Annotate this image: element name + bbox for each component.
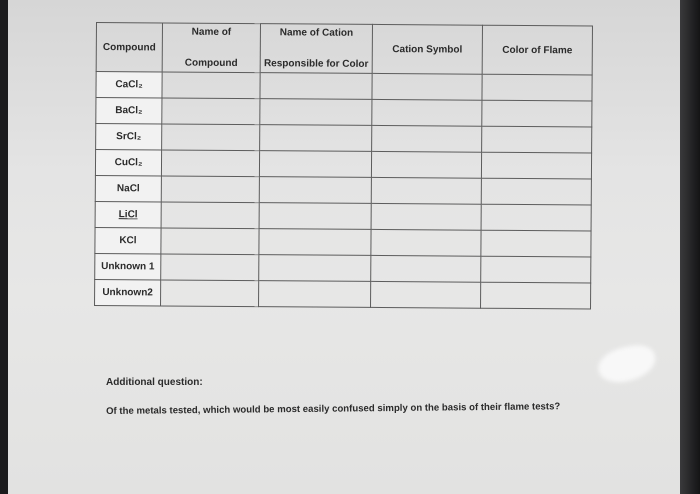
- compound-cell: BaCl₂: [96, 98, 162, 124]
- table-row: [95, 175, 591, 204]
- compound-name-blank: [162, 72, 260, 99]
- table-row: [96, 98, 592, 127]
- table-row: [95, 227, 591, 256]
- flame-color-blank: [481, 282, 591, 309]
- additional-question-text: Of the metals tested, which would be most easily confused simply on the basis of their flame tests?: [106, 401, 561, 417]
- header-name-of-cation: [260, 24, 372, 74]
- header-name-of-cation-line2: Responsible for Color: [263, 58, 369, 70]
- cation-symbol-blank: [372, 73, 482, 100]
- cation-symbol-blank: [371, 177, 481, 204]
- header-name-of-compound-line1: Name of: [191, 26, 232, 38]
- header-name-of-compound: [162, 23, 260, 73]
- compound-name-blank: [161, 150, 259, 177]
- compound-name-blank: [161, 176, 259, 203]
- compound-cell: Unknown 1: [95, 253, 161, 279]
- flame-color-blank: [482, 100, 592, 127]
- table-row: [95, 279, 591, 308]
- header-name-of-cation-line1: Name of Cation: [279, 27, 354, 39]
- header-compound: Compound: [96, 23, 162, 72]
- compound-cell: KCl: [95, 227, 161, 253]
- flame-color-blank: [482, 126, 592, 153]
- header-cation-symbol: Cation Symbol: [372, 24, 482, 74]
- table-row: [95, 150, 591, 179]
- cation-name-blank: [260, 73, 372, 100]
- cation-name-blank: [259, 203, 371, 230]
- cation-symbol-blank: [371, 203, 481, 230]
- compound-cell: SrCl₂: [96, 124, 162, 150]
- flame-color-blank: [481, 230, 591, 257]
- table-row: [96, 124, 592, 153]
- compound-name-blank: [161, 202, 259, 229]
- header-name-of-compound-line2: Compound: [184, 57, 238, 69]
- cation-symbol-blank: [371, 255, 481, 282]
- flame-test-table: [94, 22, 593, 309]
- compound-cell: CaCl₂: [96, 72, 162, 98]
- table-row: [96, 72, 592, 101]
- table-row: [95, 201, 591, 230]
- additional-question-title: Additional question:: [106, 377, 203, 388]
- compound-name-blank: [161, 254, 259, 281]
- cation-name-blank: [259, 255, 371, 282]
- cation-symbol-blank: [371, 229, 481, 256]
- table-row: [95, 253, 591, 282]
- cation-symbol-blank: [371, 151, 481, 178]
- flame-color-blank: [481, 178, 591, 205]
- cation-symbol-blank: [372, 99, 482, 126]
- flame-color-blank: [482, 74, 592, 101]
- compound-cell: Unknown2: [95, 279, 161, 305]
- flame-color-blank: [481, 256, 591, 283]
- flame-color-blank: [481, 152, 591, 179]
- cation-name-blank: [259, 281, 371, 308]
- compound-cell: CuCl₂: [95, 150, 161, 176]
- flame-color-blank: [481, 204, 591, 231]
- device-edge: [680, 0, 700, 494]
- cation-symbol-blank: [371, 281, 481, 308]
- compound-name-blank: [161, 280, 259, 307]
- compound-name-blank: [161, 228, 259, 255]
- cation-name-blank: [260, 99, 372, 126]
- compound-cell: NaCl: [95, 175, 161, 201]
- cation-name-blank: [260, 125, 372, 152]
- cation-symbol-blank: [372, 125, 482, 152]
- cation-name-blank: [259, 177, 371, 204]
- compound-name-blank: [162, 124, 260, 151]
- header-color-of-flame: Color of Flame: [482, 25, 592, 75]
- compound-name-blank: [162, 98, 260, 125]
- cation-name-blank: [259, 151, 371, 178]
- table-header-row: [96, 23, 592, 75]
- compound-cell: LiCl: [95, 201, 161, 227]
- cation-name-blank: [259, 229, 371, 256]
